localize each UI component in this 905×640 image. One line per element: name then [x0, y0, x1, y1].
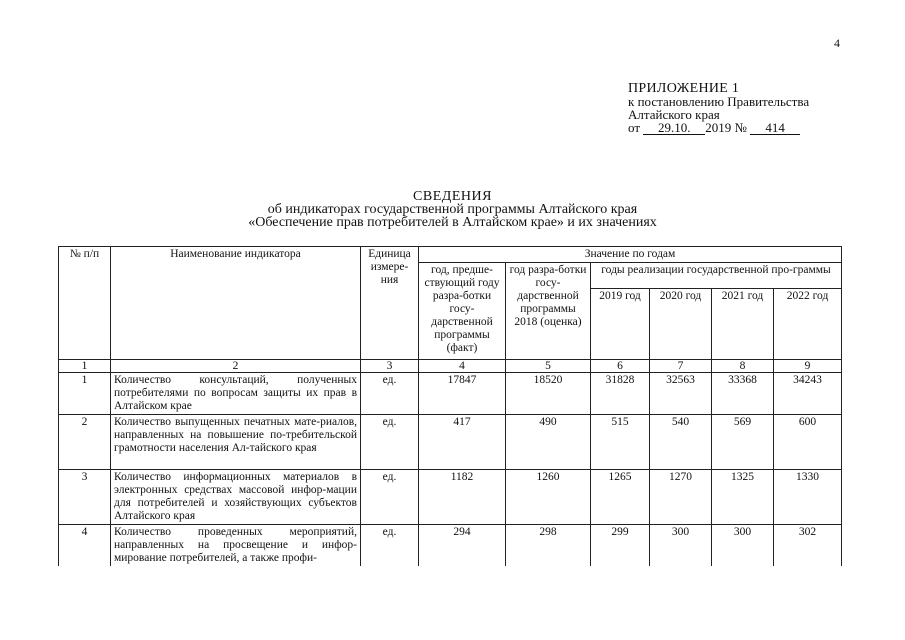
row-value-2019: 299	[591, 525, 650, 567]
row-unit: ед.	[361, 415, 419, 470]
date-prefix: от	[628, 120, 641, 135]
row-value-2020: 540	[650, 415, 712, 470]
colnum-6: 6	[591, 360, 650, 373]
colnum-9: 9	[774, 360, 842, 373]
table-row	[59, 470, 842, 525]
resolution-number: 414	[750, 122, 800, 135]
row-value-2021: 300	[712, 525, 774, 567]
row-name: Количество консультаций, полученных потребителями по вопросам защиты их прав в Алтайском крае	[111, 373, 361, 415]
row-unit: ед.	[361, 525, 419, 567]
appendix-title: ПРИЛОЖЕНИЕ 1	[628, 81, 740, 96]
row-unit: ед.	[361, 470, 419, 525]
row-value-dev: 1260	[506, 470, 591, 525]
row-value-2019: 515	[591, 415, 650, 470]
colnum-2: 2	[111, 360, 361, 373]
row-value-2020: 300	[650, 525, 712, 567]
row-num: 3	[59, 470, 111, 525]
colnum-3: 3	[361, 360, 419, 373]
colnum-5: 5	[506, 360, 591, 373]
row-num: 2	[59, 415, 111, 470]
row-value-2020: 32563	[650, 373, 712, 415]
row-value-2022: 302	[774, 525, 842, 567]
row-value-2020: 1270	[650, 470, 712, 525]
header-2022: 2022 год	[774, 289, 842, 360]
row-name: Количество информационных материалов в электронных средствах массовой инфор-мации для потребителей и хозяйствующих субъектов Алтайского края	[111, 470, 361, 525]
row-value-2021: 33368	[712, 373, 774, 415]
header-num: № п/п	[59, 247, 111, 360]
row-value-dev: 18520	[506, 373, 591, 415]
appendix-line-1: к постановлению Правительства	[628, 94, 810, 109]
table-row	[59, 373, 842, 415]
row-value-prev: 1182	[419, 470, 506, 525]
row-value-prev: 294	[419, 525, 506, 567]
row-value-prev: 17847	[419, 373, 506, 415]
document-heading	[0, 190, 905, 229]
header-unit: Единица измере-ния	[361, 247, 419, 360]
row-num: 1	[59, 373, 111, 415]
row-value-2021: 569	[712, 415, 774, 470]
colnum-1: 1	[59, 360, 111, 373]
row-value-2021: 1325	[712, 470, 774, 525]
column-number-row	[59, 360, 842, 373]
header-name: Наименование индикатора	[111, 247, 361, 360]
colnum-4: 4	[419, 360, 506, 373]
row-name: Количество проведенных мероприятий, направленных на просвещение и инфор-мирование потребителей, а также профи-	[111, 525, 361, 567]
row-name: Количество выпущенных печатных мате-риалов, направленных на повышение по-требительской грамотности населения Ал-тайского края	[111, 415, 361, 470]
appendix-date-line	[628, 121, 809, 135]
row-value-2022: 34243	[774, 373, 842, 415]
row-value-2022: 600	[774, 415, 842, 470]
appendix-block	[628, 82, 809, 135]
header-2019: 2019 год	[591, 289, 650, 360]
row-value-dev: 490	[506, 415, 591, 470]
header-impl-years: годы реализации государственной про-граммы	[591, 263, 842, 289]
row-value-2019: 31828	[591, 373, 650, 415]
colnum-8: 8	[712, 360, 774, 373]
row-unit: ед.	[361, 373, 419, 415]
header-values: Значение по годам	[419, 247, 842, 263]
row-value-2019: 1265	[591, 470, 650, 525]
heading-subtitle-2: «Обеспечение прав потребителей в Алтайском крае» и их значениях	[248, 215, 657, 230]
page-number: 4	[834, 36, 840, 50]
date-day-month: 29.10.	[643, 122, 705, 135]
row-value-2022: 1330	[774, 470, 842, 525]
header-2021: 2021 год	[712, 289, 774, 360]
number-sign: №	[734, 120, 747, 135]
row-num: 4	[59, 525, 111, 567]
date-year: 2019	[705, 120, 732, 135]
indicators-table	[58, 246, 842, 566]
colnum-7: 7	[650, 360, 712, 373]
heading-title: СВЕДЕНИЯ	[413, 189, 492, 204]
row-value-dev: 298	[506, 525, 591, 567]
header-2020: 2020 год	[650, 289, 712, 360]
header-dev-year: год разра-ботки госу-дарственной программы 2018 (оценка)	[506, 263, 591, 360]
table-row	[59, 415, 842, 470]
table-row	[59, 525, 842, 567]
header-row-1	[59, 247, 842, 263]
row-value-prev: 417	[419, 415, 506, 470]
heading-subtitle-1: об индикаторах государственной программы Алтайского края	[267, 202, 638, 217]
appendix-line-2: Алтайского края	[628, 107, 720, 122]
header-prev-year: год, предше-ствующий году разра-ботки госу-дарственной программы (факт)	[419, 263, 506, 360]
